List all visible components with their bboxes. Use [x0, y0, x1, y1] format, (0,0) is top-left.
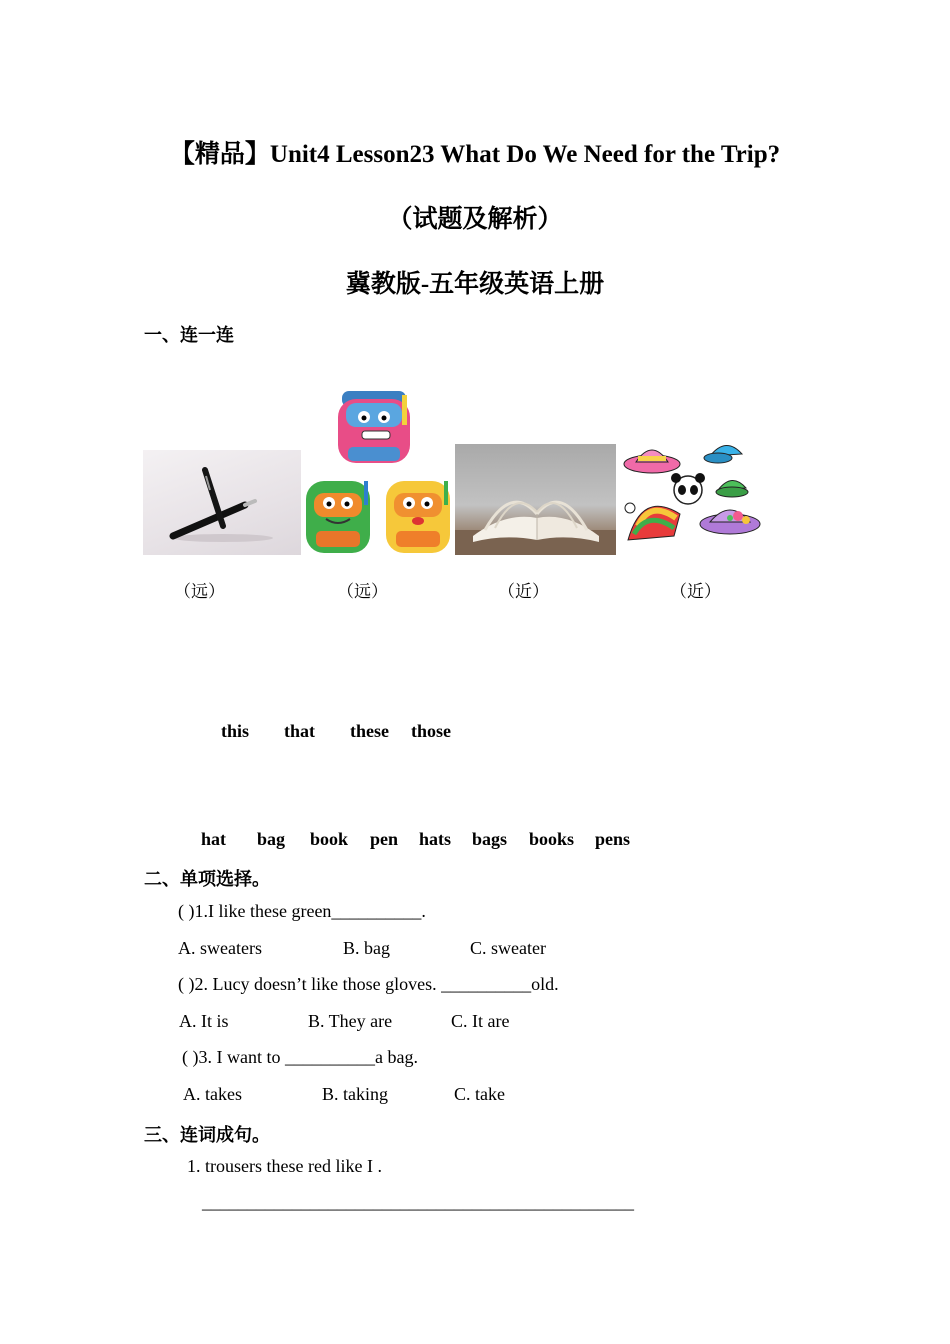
word-bags: bags: [472, 829, 508, 849]
caption-4: （近）: [670, 582, 721, 601]
title-line-3: 冀教版-五年级英语上册: [345, 271, 605, 298]
question-1-stem: ( )1.I like these green__________.: [178, 901, 426, 921]
word-hats: hats: [419, 829, 452, 849]
question-3-option-c: C. take: [454, 1084, 505, 1104]
question-2-stem: ( )2. Lucy doesn’t like those gloves. __________old.: [178, 974, 559, 994]
word-this: this: [221, 721, 250, 741]
question-3-option-b: B. taking: [322, 1084, 388, 1104]
question-1-option-c: C. sweater: [470, 938, 546, 958]
word-that: that: [284, 721, 315, 741]
word-books: books: [529, 829, 575, 849]
word-these: these: [350, 721, 389, 741]
section-1-heading: 一、连一连: [144, 325, 234, 345]
title-line-1: 【精品】Unit4 Lesson23 What Do We Need for the Trip?: [169, 141, 781, 168]
word-pens: pens: [595, 829, 631, 849]
hats-icon: [622, 436, 762, 556]
question-1-option-a: A. sweaters: [178, 938, 262, 958]
pen-photo-icon: [143, 450, 301, 555]
caption-3: （近）: [498, 582, 549, 601]
open-book-photo-icon: [455, 444, 616, 555]
question-3-stem: ( )3. I want to __________a bag.: [182, 1047, 418, 1067]
title-line-2: （试题及解析）: [387, 206, 563, 233]
question-2-option-a: A. It is: [179, 1011, 229, 1031]
word-hat: hat: [201, 829, 227, 849]
question-1-option-b: B. bag: [343, 938, 390, 958]
backpacks-icon: [302, 389, 454, 555]
sentence-1-answer-line[interactable]: ________________________________________________: [202, 1192, 634, 1212]
question-3-option-a: A. takes: [183, 1084, 242, 1104]
sentence-1-prompt: 1. trousers these red like I .: [187, 1156, 382, 1176]
question-2-option-b: B. They are: [308, 1011, 393, 1031]
caption-1: （远）: [174, 582, 225, 601]
question-2-option-c: C. It are: [451, 1011, 510, 1031]
word-those: those: [411, 721, 451, 741]
section-2-heading: 二、单项选择。: [144, 869, 270, 889]
word-bag: bag: [257, 829, 286, 849]
caption-2: （远）: [337, 582, 388, 601]
word-book: book: [310, 829, 349, 849]
section-3-heading: 三、连词成句。: [144, 1125, 270, 1145]
word-pen: pen: [370, 829, 399, 849]
